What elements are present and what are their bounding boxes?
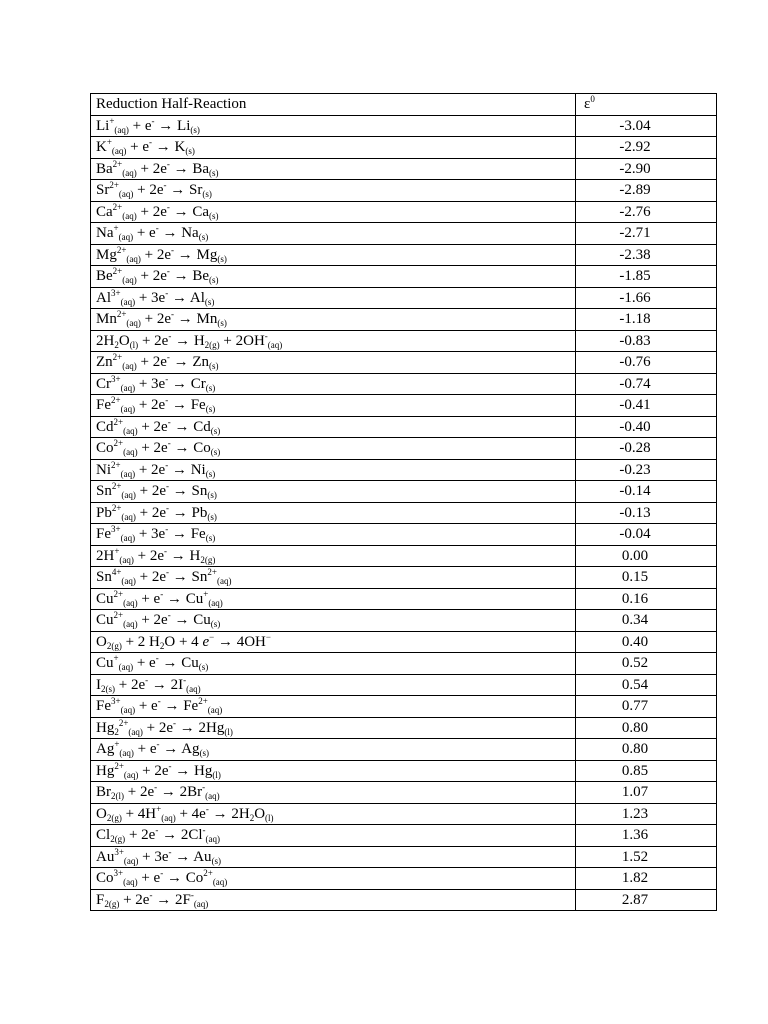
half-reaction-cell: $Cl_{2(g)} + 2e^- \to 2Cl^-_{(aq)}$ [91, 825, 576, 847]
potential-cell: 0.34 [576, 610, 717, 632]
half-reaction-cell: $Hg^{2+}_{(aq)} + 2e^- \to Hg_{(l)}$ [91, 760, 576, 782]
table-row [91, 825, 717, 847]
table-row [91, 760, 717, 782]
table-row [91, 588, 717, 610]
superscript-zero: 0 [590, 94, 595, 105]
potential-cell: 0.15 [576, 567, 717, 589]
half-reaction-cell: $2H_2O_{(l)} + 2e^- \to H_{2(g)} + 2OH^-_{(aq)}$ [91, 330, 576, 352]
header-reaction: Reduction Half-Reaction [91, 94, 576, 116]
half-reaction-cell: $Mg^{2+}_{(aq)} + 2e^- \to Mg_{(s)}$ [91, 244, 576, 266]
table-row [91, 674, 717, 696]
potential-cell: -2.89 [576, 180, 717, 202]
half-reaction-cell: $Br_{2(l)} + 2e^- \to 2Br^-_{(aq)}$ [91, 782, 576, 804]
table-row [91, 115, 717, 137]
table-row [91, 846, 717, 868]
table-row [91, 717, 717, 739]
half-reaction-cell: $Ba^{2+}_{(aq)} + 2e^- \to Ba_{(s)}$ [91, 158, 576, 180]
table-row [91, 782, 717, 804]
table-row [91, 416, 717, 438]
half-reaction-cell: $Zn^{2+}_{(aq)} + 2e^- \to Zn_{(s)}$ [91, 352, 576, 374]
half-reaction-cell: $Cu^+_{(aq)} + e^- \to Cu_{(s)}$ [91, 653, 576, 675]
half-reaction-cell: $Li^+_{(aq)} + e^- \to Li_{(s)}$ [91, 115, 576, 137]
potential-cell: 0.40 [576, 631, 717, 653]
table-row [91, 524, 717, 546]
header-potential [576, 94, 717, 116]
potential-cell: 1.07 [576, 782, 717, 804]
table-row [91, 244, 717, 266]
table-row [91, 653, 717, 675]
half-reaction-cell: $Mn^{2+}_{(aq)} + 2e^- \to Mn_{(s)}$ [91, 309, 576, 331]
table-row [91, 889, 717, 911]
table-row [91, 567, 717, 589]
table-row [91, 739, 717, 761]
potential-cell: 0.80 [576, 717, 717, 739]
half-reaction-cell: $Fe^{3+}_{(aq)} + 3e^- \to Fe_{(s)}$ [91, 524, 576, 546]
table-row [91, 610, 717, 632]
potential-cell: -2.76 [576, 201, 717, 223]
table-row [91, 868, 717, 890]
half-reaction-cell: $F_{2(g)} + 2e^- \to 2F^-_{(aq)}$ [91, 889, 576, 911]
potential-cell: -0.83 [576, 330, 717, 352]
reduction-potentials-table [90, 93, 717, 911]
half-reaction-cell: $I_{2(s)} + 2e^- \to 2I^-_{(aq)}$ [91, 674, 576, 696]
potential-cell: -0.13 [576, 502, 717, 524]
half-reaction-cell: $Pb^{2+}_{(aq)} + 2e^- \to Pb_{(s)}$ [91, 502, 576, 524]
half-reaction-cell: $Co^{3+}_{(aq)} + e^- \to Co^{2+}_{(aq)}$ [91, 868, 576, 890]
potential-cell: -0.76 [576, 352, 717, 374]
table-row [91, 631, 717, 653]
potential-cell: -0.74 [576, 373, 717, 395]
potential-cell: 0.85 [576, 760, 717, 782]
table-row [91, 803, 717, 825]
half-reaction-cell: $Ni^{2+}_{(aq)} + 2e^- \to Ni_{(s)}$ [91, 459, 576, 481]
epsilon-symbol: ε [584, 96, 591, 113]
potential-cell: 1.36 [576, 825, 717, 847]
half-reaction-cell: $Sn^{4+}_{(aq)} + 2e^- \to Sn^{2+}_{(aq)}$ [91, 567, 576, 589]
half-reaction-cell: $2H^+_{(aq)} + 2e^- \to H_{2(g)}$ [91, 545, 576, 567]
half-reaction-cell: $O_{2(g)} + 2$ $H_2O + 4$ e− → 4OH− [91, 631, 576, 653]
potential-cell: -0.40 [576, 416, 717, 438]
table-row [91, 459, 717, 481]
table-row [91, 481, 717, 503]
potential-cell: -1.18 [576, 309, 717, 331]
table-row [91, 438, 717, 460]
table-row [91, 309, 717, 331]
half-reaction-cell: $Be^{2+}_{(aq)} + 2e^- \to Be_{(s)}$ [91, 266, 576, 288]
half-reaction-cell: $Cr^{3+}_{(aq)} + 3e^- \to Cr_{(s)}$ [91, 373, 576, 395]
half-reaction-cell: $Ag^+_{(aq)} + e^- \to Ag_{(s)}$ [91, 739, 576, 761]
table-header-row [91, 94, 717, 116]
potential-cell: 0.00 [576, 545, 717, 567]
half-reaction-cell: $Sn^{2+}_{(aq)} + 2e^- \to Sn_{(s)}$ [91, 481, 576, 503]
table-row [91, 180, 717, 202]
table-row [91, 287, 717, 309]
table-row [91, 352, 717, 374]
table-body [91, 94, 717, 911]
potential-cell: -0.23 [576, 459, 717, 481]
half-reaction-cell: $Cd^{2+}_{(aq)} + 2e^- \to Cd_{(s)}$ [91, 416, 576, 438]
table-row [91, 158, 717, 180]
table-row [91, 395, 717, 417]
potential-cell: 0.77 [576, 696, 717, 718]
table-row [91, 502, 717, 524]
half-reaction-cell: $Fe^{2+}_{(aq)} + 2e^- \to Fe_{(s)}$ [91, 395, 576, 417]
potential-cell: -1.66 [576, 287, 717, 309]
potential-cell: -0.04 [576, 524, 717, 546]
half-reaction-cell: $Hg_2^{2+}_{(aq)} + 2e^- \to 2Hg_{(l)}$ [91, 717, 576, 739]
potential-cell: -2.92 [576, 137, 717, 159]
potential-cell: -3.04 [576, 115, 717, 137]
table-row [91, 696, 717, 718]
potential-cell: 1.82 [576, 868, 717, 890]
table-row [91, 330, 717, 352]
table-row [91, 223, 717, 245]
half-reaction-cell: $K^+_{(aq)} + e^- \to K_{(s)}$ [91, 137, 576, 159]
table-row [91, 373, 717, 395]
potential-cell: 2.87 [576, 889, 717, 911]
potential-cell: 1.23 [576, 803, 717, 825]
table-row [91, 545, 717, 567]
table-row [91, 137, 717, 159]
potential-cell: -0.41 [576, 395, 717, 417]
half-reaction-cell: $Fe^{3+}_{(aq)} + e^- \to Fe^{2+}_{(aq)}$ [91, 696, 576, 718]
potential-cell: -0.28 [576, 438, 717, 460]
half-reaction-cell: $Na^+_{(aq)} + e^- \to Na_{(s)}$ [91, 223, 576, 245]
half-reaction-cell: $Cu^{2+}_{(aq)} + e^- \to Cu^+_{(aq)}$ [91, 588, 576, 610]
potential-cell: -1.85 [576, 266, 717, 288]
potential-cell: -2.71 [576, 223, 717, 245]
half-reaction-cell: $O_{2(g)} + 4H^+_{(aq)} + 4e^- \to 2H_2O_{(l)}$ [91, 803, 576, 825]
potential-cell: 0.54 [576, 674, 717, 696]
half-reaction-cell: $Al^{3+}_{(aq)} + 3e^- \to Al_{(s)}$ [91, 287, 576, 309]
half-reaction-cell: $Au^{3+}_{(aq)} + 3e^- \to Au_{(s)}$ [91, 846, 576, 868]
half-reaction-cell: $Cu^{2+}_{(aq)} + 2e^- \to Cu_{(s)}$ [91, 610, 576, 632]
potential-cell: -2.38 [576, 244, 717, 266]
half-reaction-cell: $Co^{2+}_{(aq)} + 2e^- \to Co_{(s)}$ [91, 438, 576, 460]
potential-cell: 1.52 [576, 846, 717, 868]
potential-cell: -0.14 [576, 481, 717, 503]
potential-cell: 0.80 [576, 739, 717, 761]
potential-cell: -2.90 [576, 158, 717, 180]
table-row [91, 201, 717, 223]
potential-cell: 0.16 [576, 588, 717, 610]
half-reaction-cell: $Sr^{2+}_{(aq)} + 2e^- \to Sr_{(s)}$ [91, 180, 576, 202]
half-reaction-cell: $Ca^{2+}_{(aq)} + 2e^- \to Ca_{(s)}$ [91, 201, 576, 223]
potential-cell: 0.52 [576, 653, 717, 675]
table-row [91, 266, 717, 288]
